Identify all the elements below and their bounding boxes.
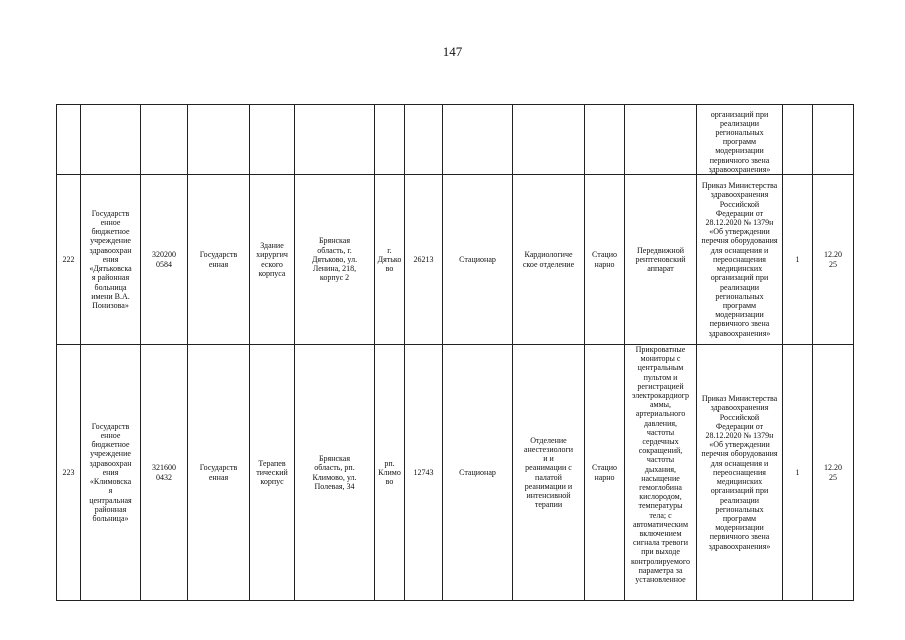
- building-cell: Здание хирургич еского корпуса: [256, 241, 288, 278]
- quantity-cell: 1: [795, 254, 800, 264]
- care-type-cell: Стационар: [459, 467, 496, 477]
- condition-cell: Стацио нарно: [592, 250, 617, 269]
- building-cell: Терапев тический корпус: [256, 458, 288, 487]
- row-number-cell: 223: [62, 467, 75, 477]
- equipment-cell: Передвижной рентгеновский аппарат: [635, 245, 686, 274]
- table-row-222: [57, 175, 854, 345]
- care-type-cell: Стационар: [459, 254, 496, 264]
- institution-cell: Государств енное бюджетное учреждение здравоохран ения «Климовска я центральная районная больница»: [89, 421, 132, 523]
- document-cell: Приказ Министерства здравоохранения Российской Федерации от 28.12.2020 № 1379н «Об утверждении перечня оборудования для оснащения и переоснащения медицинских организаций при реализации региональных программ модернизации первичного звена здравоохранения»: [701, 394, 778, 551]
- row-number-cell: 222: [62, 254, 75, 264]
- address-cell: Брянская область, рп. Климово, ул. Полевая, 34: [312, 454, 357, 491]
- institution-cell: Государств енное бюджетное учреждение здравоохран ения «Дятьковска я районная больница имени В.А. Понизова»: [89, 208, 132, 310]
- ownership-cell: Государств енная: [199, 463, 238, 482]
- document-cell: организаций при реализации региональных программ модернизации первичного звена здравоохранения»: [708, 109, 771, 174]
- condition-cell: Стацио нарно: [592, 463, 617, 482]
- date-cell: 12.20 25: [824, 463, 842, 482]
- locality-cell: рп. Климо во: [378, 458, 401, 487]
- equipment-register-table: [56, 104, 854, 601]
- table-row-continuation: [57, 105, 854, 175]
- page-number: 147: [442, 44, 463, 59]
- locality-code-cell: 26213: [413, 254, 434, 264]
- department-cell: Отделение анестезиологи и и реанимации с палатой реанимации и интенсивной терапии: [523, 435, 574, 510]
- ownership-cell: Государств енная: [199, 250, 238, 269]
- locality-code-cell: 12743: [413, 467, 434, 477]
- address-cell: Брянская область, г. Дятьково, ул. Ленина, 218, корпус 2: [311, 236, 358, 283]
- table-row-223: [57, 345, 854, 601]
- equipment-cell: Прикроватные мониторы с центральным пультом и регистрацией электрокардиогр аммы, артериального давления, частоты сердечных сокращений, частоты дыхания, насыщение гемоглобина кислородом, температуры тела; с автоматическим включением сигнала тревоги при выходе контролируемого параметра за установленное: [630, 345, 690, 585]
- department-cell: Кардиологиче ское отделение: [522, 250, 575, 269]
- code-cell: 320200 0584: [152, 250, 176, 269]
- document-cell: Приказ Министерства здравоохранения Российской Федерации от 28.12.2020 № 1379н «Об утверждении перечня оборудования для оснащения и переоснащения медицинских организаций при реализации региональных программ модернизации первичного звена здравоохранения»: [701, 181, 778, 338]
- locality-cell: г. Дятько во: [377, 245, 402, 274]
- code-cell: 321600 0432: [152, 463, 176, 482]
- quantity-cell: 1: [795, 467, 800, 477]
- date-cell: 12.20 25: [824, 250, 842, 269]
